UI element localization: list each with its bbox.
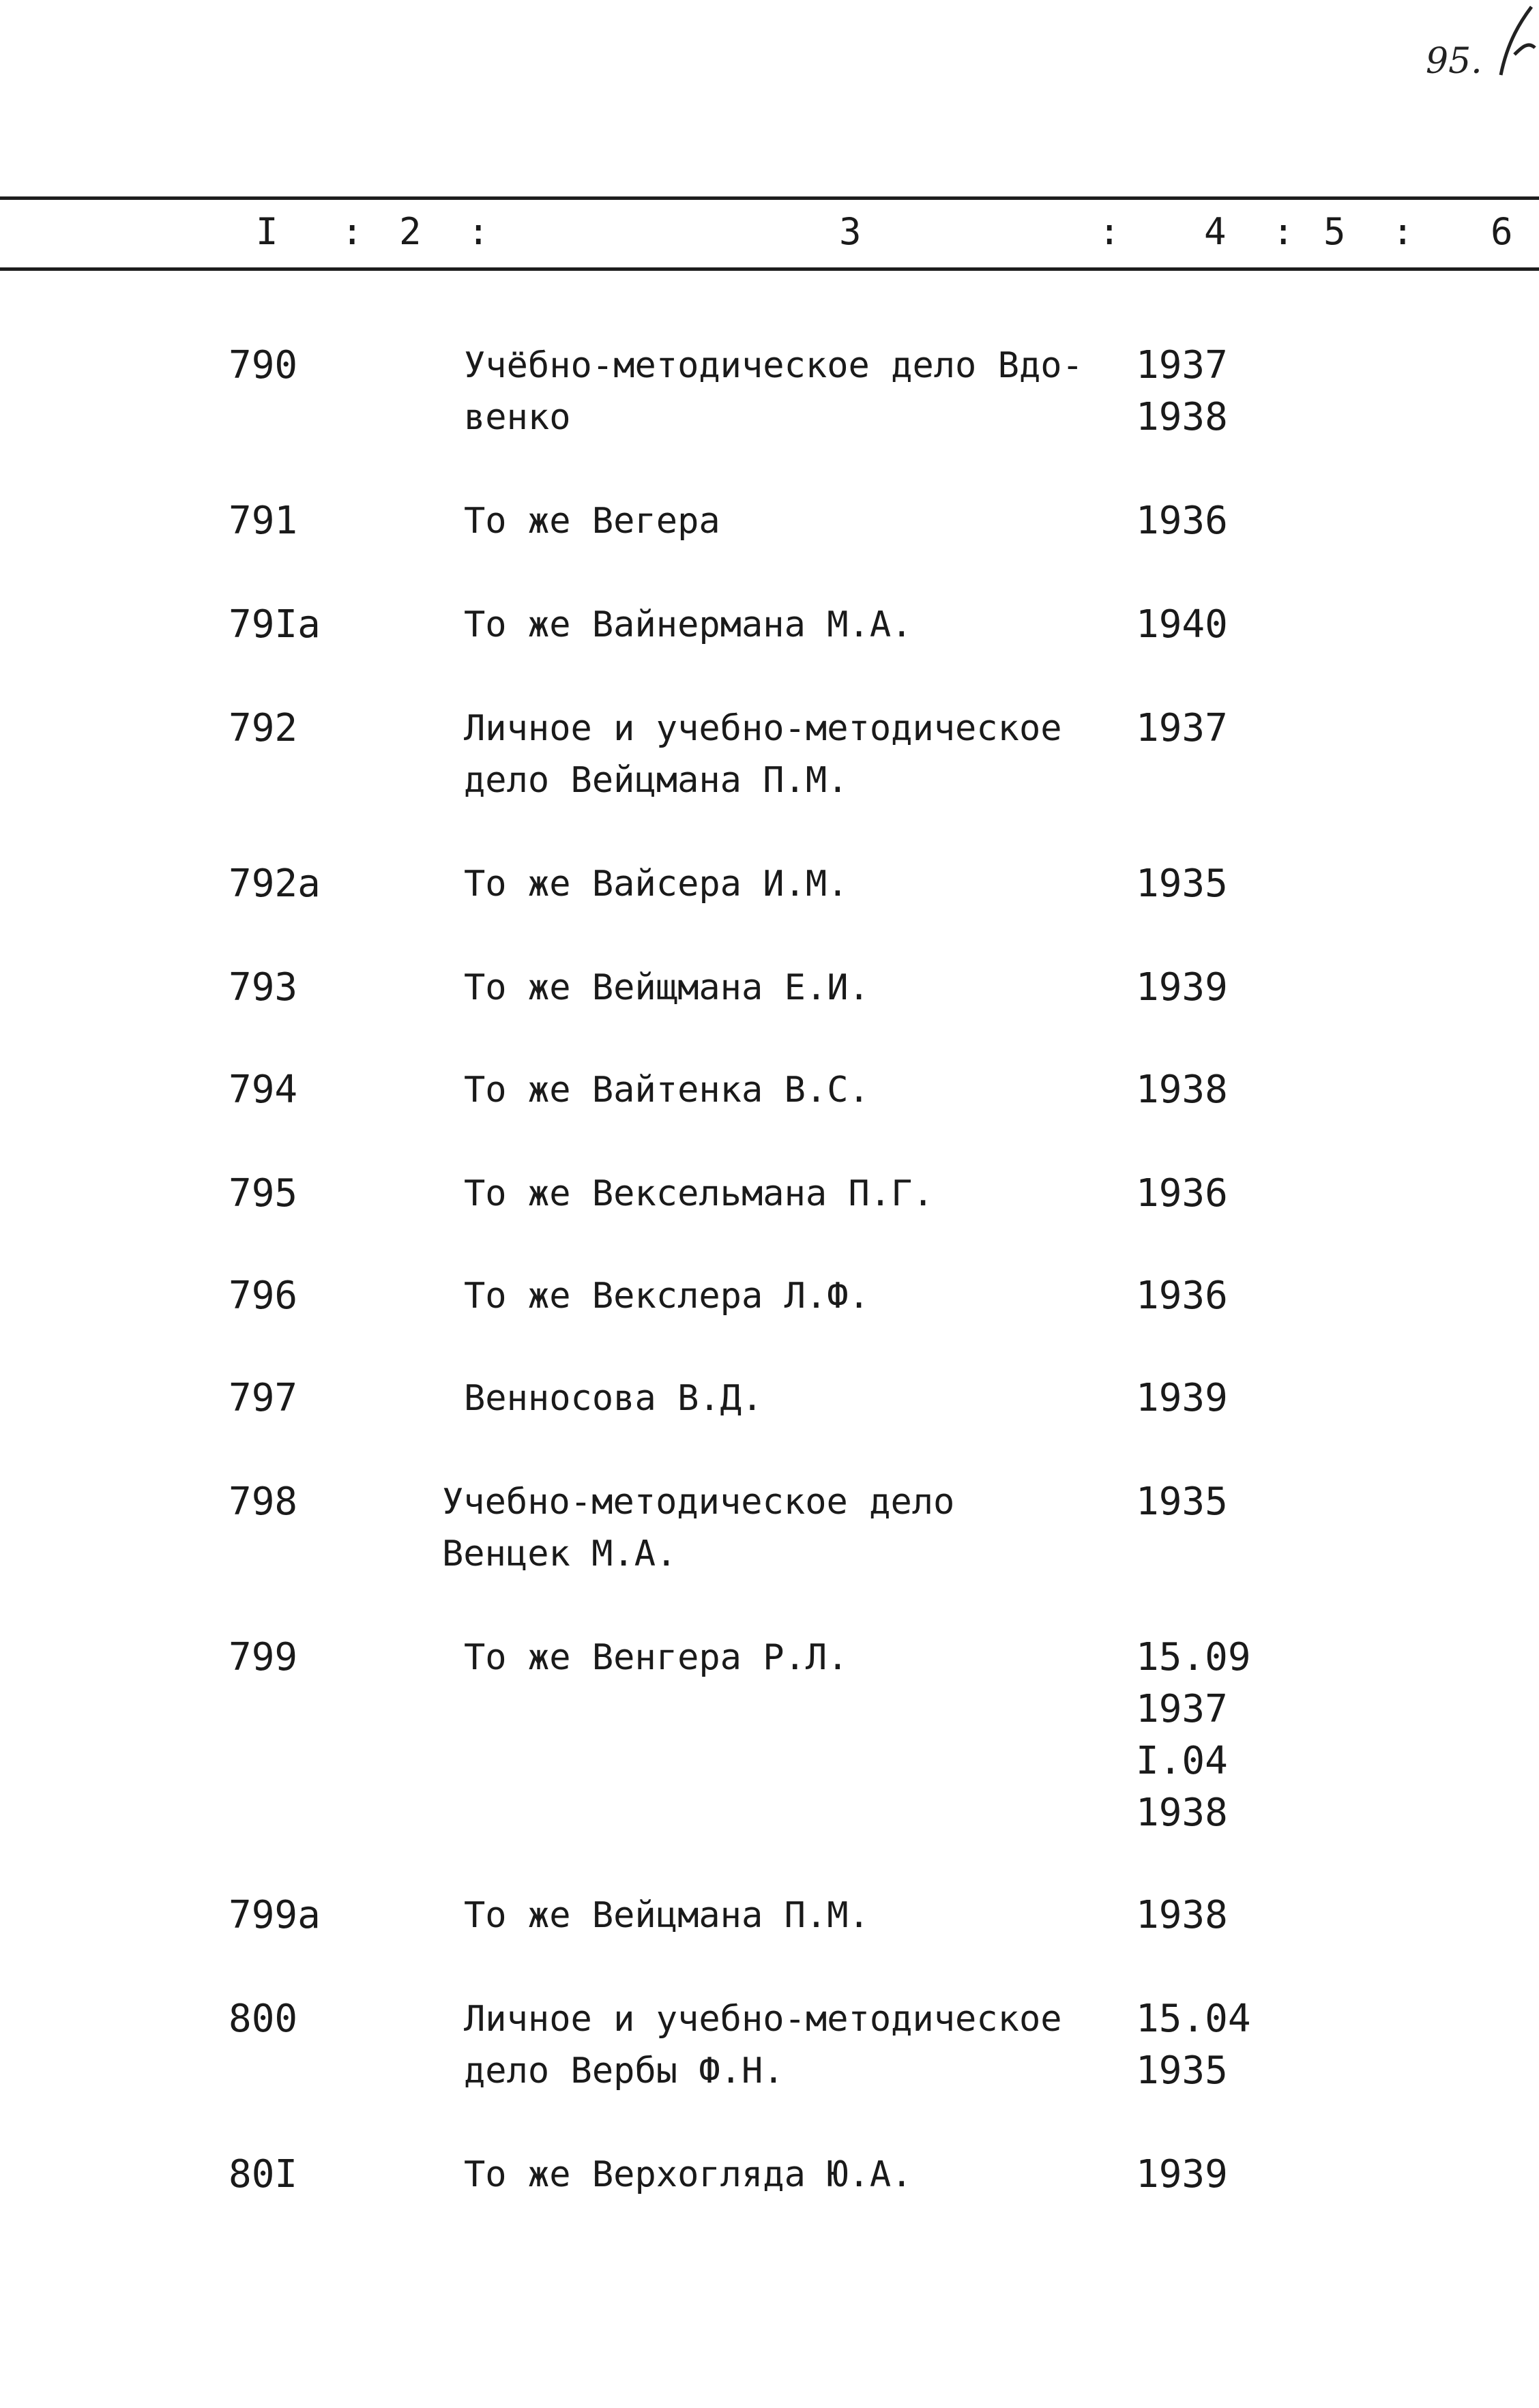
column-separator: : bbox=[1272, 210, 1295, 253]
item-title: То же Вегера bbox=[464, 501, 720, 542]
column-header-5: 5 bbox=[1323, 210, 1346, 253]
header-top-rule bbox=[0, 196, 1539, 200]
item-title: То же Вейщмана Е.И. bbox=[464, 967, 870, 1008]
item-number: 792 bbox=[229, 706, 298, 750]
item-title: Учебно-методическое дело Венцек М.А. bbox=[442, 1482, 955, 1574]
item-dates: 15.04 1935 bbox=[1136, 1997, 1251, 2093]
item-title: То же Вайсера И.М. bbox=[464, 864, 849, 905]
item-title: То же Венгера Р.Л. bbox=[464, 1637, 849, 1678]
item-dates: 1937 1938 bbox=[1136, 343, 1228, 439]
item-dates: 1936 bbox=[1136, 499, 1228, 543]
column-header-1: I bbox=[256, 210, 278, 253]
item-dates: 1936 bbox=[1136, 1274, 1228, 1318]
column-header-3: 3 bbox=[839, 210, 862, 253]
item-title: То же Вайтенка В.С. bbox=[464, 1070, 870, 1111]
item-title: То же Вейцмана П.М. bbox=[464, 1895, 870, 1936]
item-number: 793 bbox=[229, 965, 298, 1010]
page-number: 95. bbox=[1426, 41, 1482, 82]
item-title: То же Вексельмана П.Г. bbox=[464, 1173, 934, 1214]
item-number: 798 bbox=[229, 1480, 298, 1524]
item-number: 795 bbox=[229, 1171, 298, 1216]
column-header-row bbox=[0, 203, 1539, 265]
item-title: Личное и учебно-методическое дело Вейцмана П.М. bbox=[464, 708, 1062, 801]
item-dates: 1938 bbox=[1136, 1068, 1228, 1112]
item-dates: 15.09 1937 I.04 1938 bbox=[1136, 1635, 1251, 1835]
item-dates: 1939 bbox=[1136, 965, 1228, 1010]
item-title: Учёбно-методическое дело Вдо- венко bbox=[464, 345, 1083, 438]
column-header-6: 6 bbox=[1491, 210, 1513, 253]
item-title: То же Векслера Л.Ф. bbox=[464, 1276, 870, 1317]
item-number: 796 bbox=[229, 1274, 298, 1318]
item-title: Личное и учебно-методическое дело Вербы Ф.Н. bbox=[464, 1999, 1062, 2091]
item-title: Венносова В.Д. bbox=[464, 1378, 763, 1419]
item-title: То же Верхогляда Ю.А. bbox=[464, 2154, 913, 2195]
item-number: 792а bbox=[229, 862, 321, 906]
item-dates: 1939 bbox=[1136, 2152, 1228, 2197]
header-bottom-rule bbox=[0, 267, 1539, 271]
item-number: 791 bbox=[229, 499, 298, 543]
item-dates: 1937 bbox=[1136, 706, 1228, 750]
column-separator: : bbox=[1392, 210, 1414, 253]
handwritten-mark-icon bbox=[1494, 0, 1539, 89]
item-title: То же Вайнермана М.А. bbox=[464, 604, 913, 645]
item-number: 790 bbox=[229, 343, 298, 387]
item-number: 799 bbox=[229, 1635, 298, 1679]
item-number: 797 bbox=[229, 1376, 298, 1420]
item-number: 80I bbox=[229, 2152, 298, 2197]
column-separator: : bbox=[467, 210, 490, 253]
item-dates: 1939 bbox=[1136, 1376, 1228, 1420]
column-separator: : bbox=[1098, 210, 1121, 253]
column-header-2: 2 bbox=[399, 210, 422, 253]
item-dates: 1938 bbox=[1136, 1893, 1228, 1937]
item-dates: 1935 bbox=[1136, 1480, 1228, 1524]
column-header-4: 4 bbox=[1204, 210, 1227, 253]
item-number: 794 bbox=[229, 1068, 298, 1112]
item-number: 799а bbox=[229, 1893, 321, 1937]
item-dates: 1940 bbox=[1136, 602, 1228, 647]
item-dates: 1935 bbox=[1136, 862, 1228, 906]
item-number: 79Iа bbox=[229, 602, 321, 647]
item-dates: 1936 bbox=[1136, 1171, 1228, 1216]
column-separator: : bbox=[341, 210, 364, 253]
item-number: 800 bbox=[229, 1997, 298, 2041]
